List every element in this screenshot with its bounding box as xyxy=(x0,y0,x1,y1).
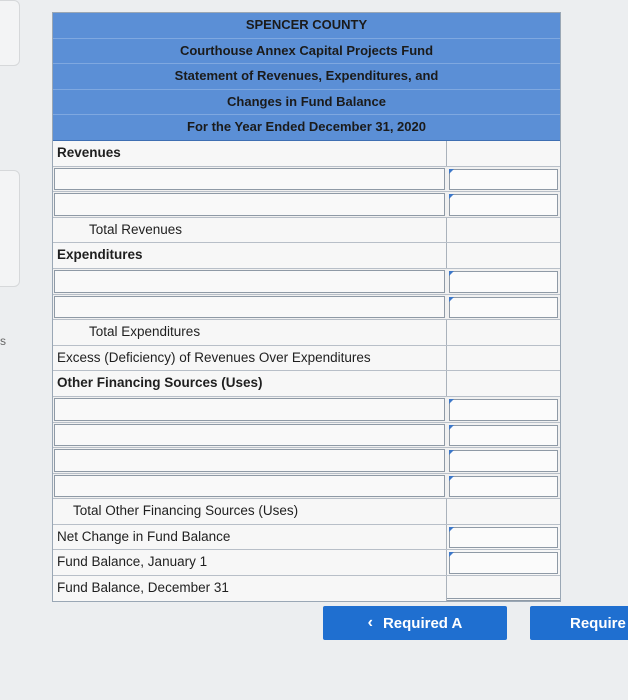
total-revenues-row xyxy=(53,218,560,244)
revenue-line-2-amount-input[interactable] xyxy=(449,194,558,216)
header-fund: Courthouse Annex Capital Projects Fund xyxy=(53,39,560,65)
net-change-label: Net Change in Fund Balance xyxy=(53,525,447,550)
total-other-financing-label: Total Other Financing Sources (Uses) xyxy=(53,499,447,524)
total-other-financing-amount xyxy=(447,499,560,524)
excess-deficiency-amount xyxy=(447,346,560,371)
previous-tab-button[interactable] xyxy=(323,606,507,640)
revenues-heading-row xyxy=(53,141,560,167)
amount-cell xyxy=(447,141,560,166)
expenditure-line-row xyxy=(53,295,560,321)
expenditures-heading-row xyxy=(53,243,560,269)
other-financing-line-row xyxy=(53,397,560,423)
expenditure-line-row xyxy=(53,269,560,295)
amount-cell xyxy=(447,371,560,396)
next-tab-label: Require xyxy=(570,614,626,632)
fund-balance-dec-row xyxy=(53,576,560,601)
header-statement-title: Statement of Revenues, Expenditures, and xyxy=(53,64,560,90)
header-county: SPENCER COUNTY xyxy=(53,13,560,39)
other-financing-line-row xyxy=(53,474,560,500)
amount-cell xyxy=(447,243,560,268)
next-tab-button[interactable] xyxy=(530,606,628,640)
other-financing-line-1-amount-input[interactable] xyxy=(449,399,558,421)
other-financing-line-1-label-input[interactable] xyxy=(54,398,445,421)
fund-balance-jan-row xyxy=(53,550,560,576)
total-other-financing-row xyxy=(53,499,560,525)
other-financing-line-row xyxy=(53,448,560,474)
revenue-line-row xyxy=(53,167,560,193)
fund-balance-dec-amount xyxy=(447,576,560,601)
expenditures-heading: Expenditures xyxy=(53,243,447,268)
revenue-line-1-amount-input[interactable] xyxy=(449,169,558,191)
total-expenditures-amount xyxy=(447,320,560,345)
other-financing-heading: Other Financing Sources (Uses) xyxy=(53,371,447,396)
expenditure-line-1-amount-input[interactable] xyxy=(449,271,558,293)
fund-balance-jan-amount-input[interactable] xyxy=(449,552,558,574)
other-financing-line-3-label-input[interactable] xyxy=(54,449,445,472)
side-glyph: s xyxy=(0,334,6,348)
revenue-line-row xyxy=(53,192,560,218)
header-period: For the Year Ended December 31, 2020 xyxy=(187,119,426,135)
revenues-heading: Revenues xyxy=(53,141,447,166)
excess-deficiency-label: Excess (Deficiency) of Revenues Over Expenditures xyxy=(53,346,447,371)
financial-statement-worksheet xyxy=(52,12,561,602)
net-change-amount-input[interactable] xyxy=(449,527,558,549)
total-expenditures-label: Total Expenditures xyxy=(53,320,447,345)
statement-header xyxy=(53,13,560,141)
other-financing-line-4-amount-input[interactable] xyxy=(449,476,558,498)
other-financing-heading-row xyxy=(53,371,560,397)
fund-balance-jan-label: Fund Balance, January 1 xyxy=(53,550,447,575)
other-financing-line-2-label-input[interactable] xyxy=(54,424,445,447)
background-panel-edge xyxy=(0,170,20,287)
net-change-row xyxy=(53,525,560,551)
excess-row xyxy=(53,346,560,372)
other-financing-line-2-amount-input[interactable] xyxy=(449,425,558,447)
expenditure-line-2-label-input[interactable] xyxy=(54,296,445,319)
chevron-left-icon: ‹ xyxy=(367,614,373,631)
other-financing-line-3-amount-input[interactable] xyxy=(449,450,558,472)
previous-tab-label: Required A xyxy=(382,614,463,632)
other-financing-line-row xyxy=(53,423,560,449)
total-revenues-label: Total Revenues xyxy=(53,218,447,243)
background-panel-edge xyxy=(0,0,20,66)
expenditure-line-2-amount-input[interactable] xyxy=(449,297,558,319)
fund-balance-dec-label: Fund Balance, December 31 xyxy=(53,576,447,601)
expenditure-line-1-label-input[interactable] xyxy=(54,270,445,293)
revenue-line-1-label-input[interactable] xyxy=(54,168,445,191)
header-statement-title-cont: Changes in Fund Balance xyxy=(53,90,560,116)
other-financing-line-4-label-input[interactable] xyxy=(54,475,445,498)
total-expenditures-row xyxy=(53,320,560,346)
total-revenues-amount xyxy=(447,218,560,243)
revenue-line-2-label-input[interactable] xyxy=(54,193,445,216)
